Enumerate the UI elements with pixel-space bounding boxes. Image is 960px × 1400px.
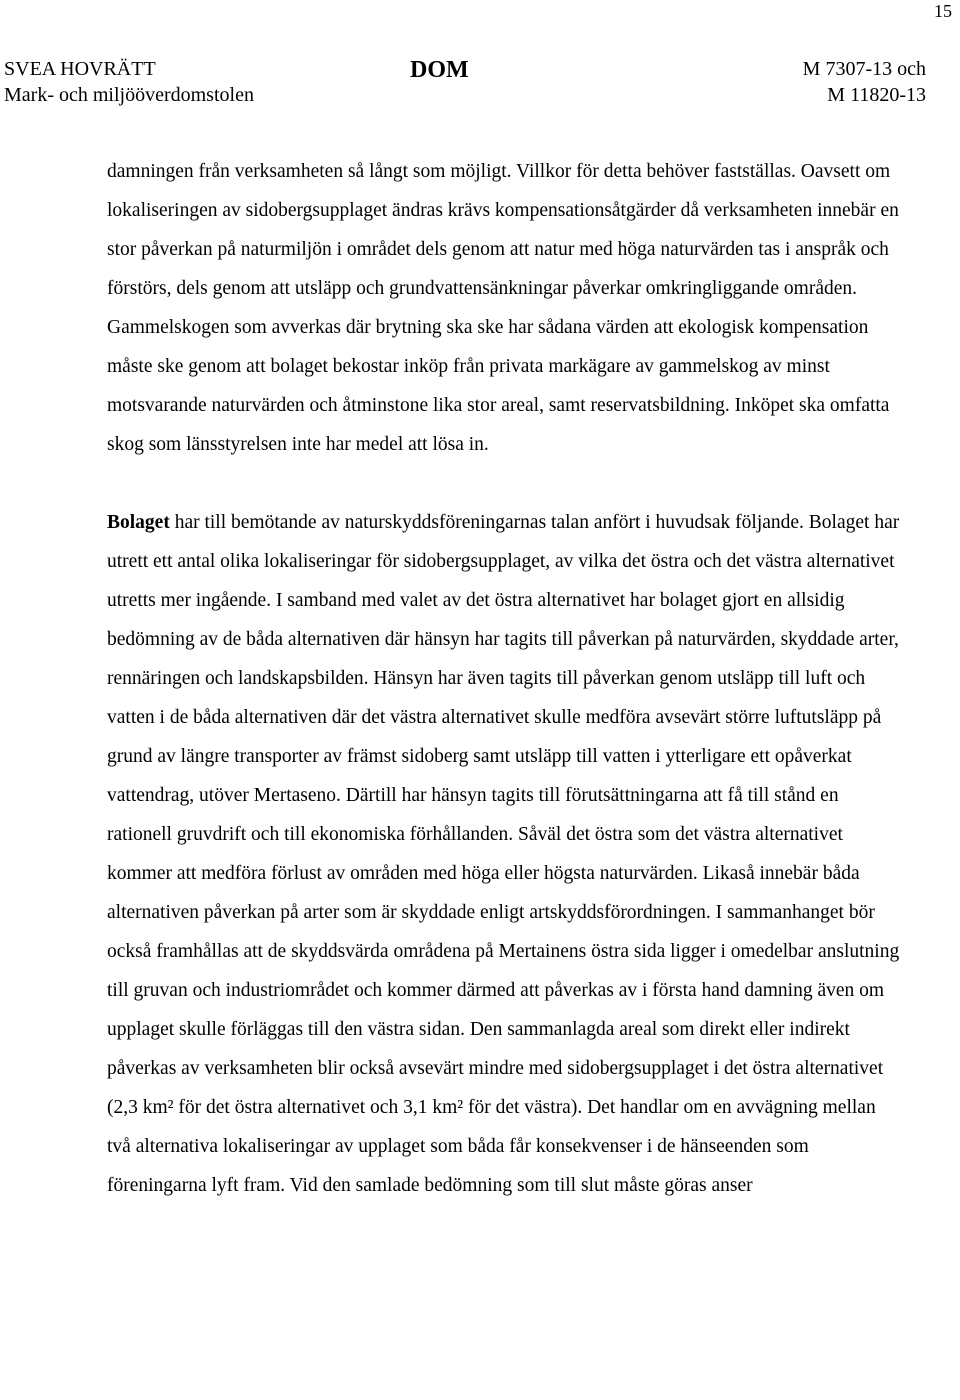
document-header [0,56,960,108]
body-paragraph-1: damningen från verksamheten så långt som möjligt. Villkor för detta behöver fastställas. Oavsett om lokaliseringen av sidobergsupplaget ändras krävs kompensationsåtgärder då verksamheten innebär en stor påverkan på naturmiljön i området dels genom att natur med höga naturvärden tas i anspråk och förstörs, dels genom att utsläpp och grundvattensänkningar påverkar omkringliggande områden. Gammelskogen som avverkas där brytning ska ske har sådana värden att ekologisk kompensation måste ske genom att bolaget bekostar inköp från privata markägare av gammelskog av minst motsvarande naturvärden och åtminstone lika stor areal, samt reservatsbildning. Inköpet ska omfatta skog som länsstyrelsen inte har medel att lösa in. [107,161,899,455]
body-paragraph-2 [107,503,902,1205]
case-numbers [803,56,926,108]
court-division: Mark- och miljööverdomstolen [4,84,254,106]
case-number-line-2: M 11820-13 [827,84,926,106]
court-block [4,56,254,108]
document-type: DOM [410,57,469,83]
body-paragraph-2-text: har till bemötande av naturskyddsföreningarnas talan anfört i huvudsak följande. Bolaget har utrett ett antal olika lokaliseringar för sidobergsupplaget, av vilka det östra och det västra alternativet utretts mer ingående. I samband med valet av det östra alternativet har bolaget gjort en allsidig bedömning av de båda alternativen där hänsyn har tagits till påverkan på naturvärden, skyddade arter, rennäringen och landskapsbilden. Hänsyn har även tagits till påverkan genom utsläpp till luft och vatten i de båda alternativen där det västra alternativet skulle medföra avsevärt större luftutsläpp på grund av längre transporter av främst sidoberg samt utsläpp till vatten i ytterligare ett opåverkat vattendrag, utöver Mertaseno. Därtill har hänsyn tagits till förutsättningarna att få till stånd en rationell gruvdrift och till ekonomiska förhållanden. Såväl det östra som det västra alternativet kommer att medföra förlust av områden med höga eller högsta naturvärden. Likaså innebär båda alternativen påverkan på arter som är skyddade enligt artskyddsförordningen. I sammanhanget bör också framhållas att de skyddsvärda områdena på Mertainens östra sida ligger i omedelbar anslutning till gruvan och industriområdet och kommer därmed att påverkas av i första hand damning även om upplaget skulle förläggas till den västra sidan. Den sammanlagda areal som direkt eller indirekt påverkas av verksamheten blir också avsevärt mindre med sidobergsupplaget i det östra alternativet (2,3 km² för det östra alternativet och 3,1 km² för det västra). Det handlar om en avvägning mellan två alternativa lokaliseringar av upplaget som båda får konsekvenser i de hänseenden som föreningarna lyft fram. Vid den samlade bedömning som till slut måste göras anser [107,512,900,1196]
page-number: 15 [934,1,952,21]
court-name: SVEA HOVRÄTT [4,58,156,80]
case-number-line-1: M 7307-13 och [802,58,926,80]
party-name-bolaget: Bolaget [107,512,170,533]
document-body [107,152,902,1205]
